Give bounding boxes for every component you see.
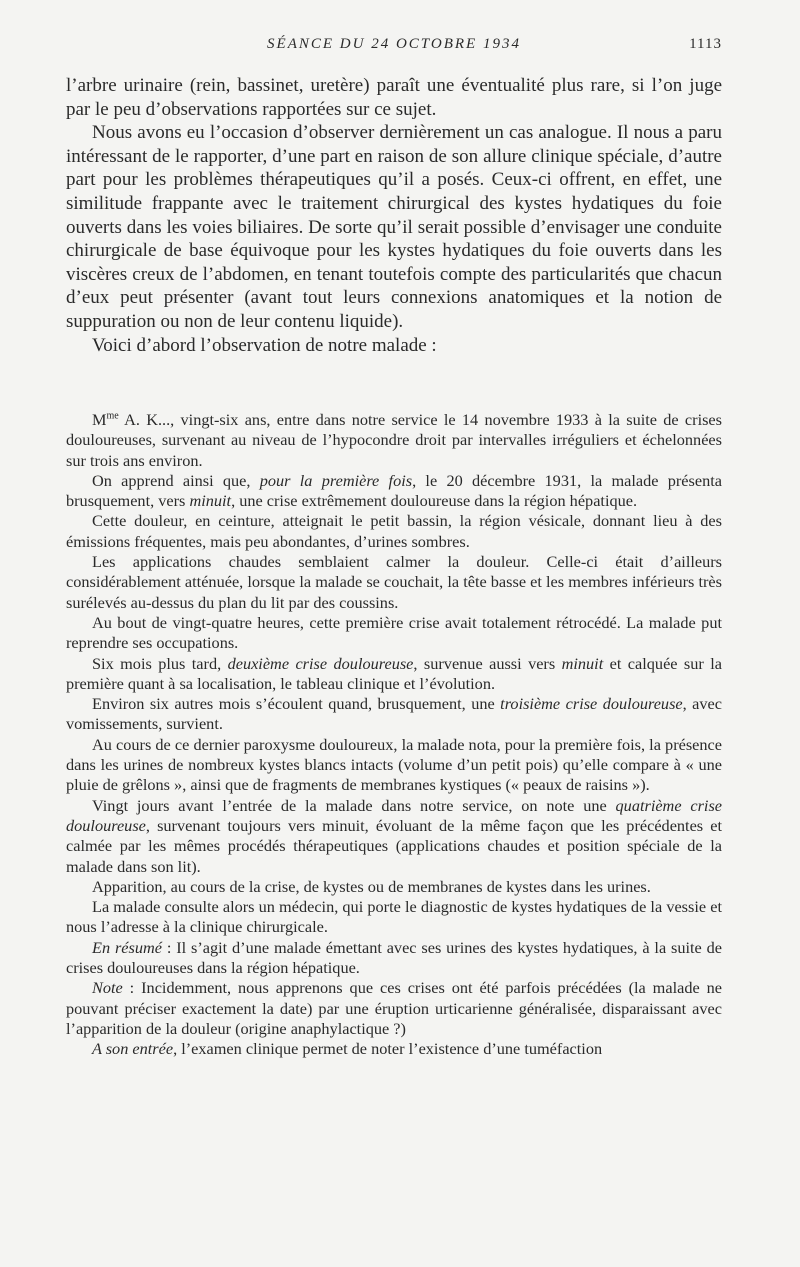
paragraph: Voici d’abord l’observation de notre malade : <box>92 334 437 356</box>
paragraph: Cette douleur, en ceinture, atteignait le petit bassin, la région vésicale, donnant lieu à des émissions fréquentes, mais peu abondantes, d’urines sombres. <box>66 511 722 551</box>
paragraph: $M^{me}$ A. K..., vingt-six ans, entre dans notre service le 14 novembre 1933 à la suite de crises douloureuses, survenant au niveau de l’hypocondre droit par intervalles irréguliers et échelonnées sur trois ans environ. <box>66 410 722 470</box>
paragraph: Six mois plus tard, deuxième crise douloureuse, survenue aussi vers minuit et calquée sur la première quant à sa localisation, le tableau clinique et l’évolution. <box>66 653 722 693</box>
paragraph: La malade consulte alors un médecin, qui porte le diagnostic de kystes hydatiques de la vessie et nous l’adresse à la clinique chirurgicale. <box>66 897 722 937</box>
paragraph: On apprend ainsi que, pour la première fois, le 20 décembre 1931, la malade présenta brusquement, vers minuit, une crise extrêmement douloureuse dans la région hépatique. <box>66 470 722 511</box>
paragraph: Nous avons eu l’occasion d’observer dernièrement un cas analogue. Il nous a paru intéressant de le rapporter, d’une part en raison de son allure clinique spéciale, d’autre part pour les problèmes thérapeutiques qu’il a posés. Ceux-ci offrent, en effet, une similitude frappante avec le traitement chirurgical des kystes hydatiques du foie ouverts dans les voies biliaires. De sorte qu’il serait possible d’envisager une conduite chirurgicale de base équivoque pour les kystes hydatiques du foie ouverts dans les viscères creux de l’abdomen, en tenant toutefois compte des particularités que chacun d’eux peut présenter (avant tout leurs connexions anatomiques et la notion de suppuration ou non de leur contenu liquide). <box>66 122 722 332</box>
paragraph: Apparition, au cours de la crise, de kystes ou de membranes de kystes dans les urines. <box>92 876 651 896</box>
observation-text <box>66 410 722 1060</box>
intro-text <box>66 74 722 357</box>
paragraph: Au cours de ce dernier paroxysme douloureux, la malade nota, pour la première fois, la présence dans les urines de nombreux kystes blancs intacts (volume d’un petit pois) qu’elle compare à « une pluie de grêlons », ainsi que de fragments de membranes kystiques (« peaux de raisins »). <box>66 734 722 795</box>
header-title: SÉANCE DU 24 OCTOBRE 1934 <box>267 36 521 52</box>
paragraph: Au bout de vingt-quatre heures, cette première crise avait totalement rétrocédé. La malade put reprendre ses occupations. <box>66 612 722 653</box>
paragraph: Environ six autres mois s’écoulent quand, brusquement, une troisième crise douloureuse, avec vomissements, survient. <box>66 694 722 734</box>
paragraph: Note : Incidemment, nous apprenons que ces crises ont été parfois précédées (la malade ne pouvant préciser exactement la date) par une éruption urticarienne généralisée, disparaissant avec l’apparition de la douleur (origine anaphylactique ?) <box>66 978 722 1038</box>
page-number: 1113 <box>689 36 722 52</box>
paragraph: A son entrée, l’examen clinique permet de noter l’existence d’une tuméfaction <box>92 1039 603 1059</box>
paragraph: Vingt jours avant l’entrée de la malade dans notre service, on note une quatrième crise douloureuse, survenant toujours vers minuit, évoluant de la même façon que les précédentes et calmée par les mêmes procédés thérapeutiques (applications chaudes et position spéciale de la malade dans son lit). <box>66 795 723 876</box>
paragraph: Les applications chaudes semblaient calmer la douleur. Celle-ci était d’ailleurs considérablement atténuée, lorsque la malade se couchait, la tête basse et les membres inférieurs très surélevés au-dessus du plan du lit par des coussins. <box>66 552 722 612</box>
paragraph: En résumé : Il s’agit d’une malade émettant avec ses urines des kystes hydatiques, à la suite de crises douloureuses dans la région hépatique. <box>66 937 722 978</box>
paragraph: l’arbre urinaire (rein, bassinet, uretère) paraît une éventualité plus rare, si l’on juge par le peu d’observations rapportées sur ce sujet. <box>66 75 722 120</box>
